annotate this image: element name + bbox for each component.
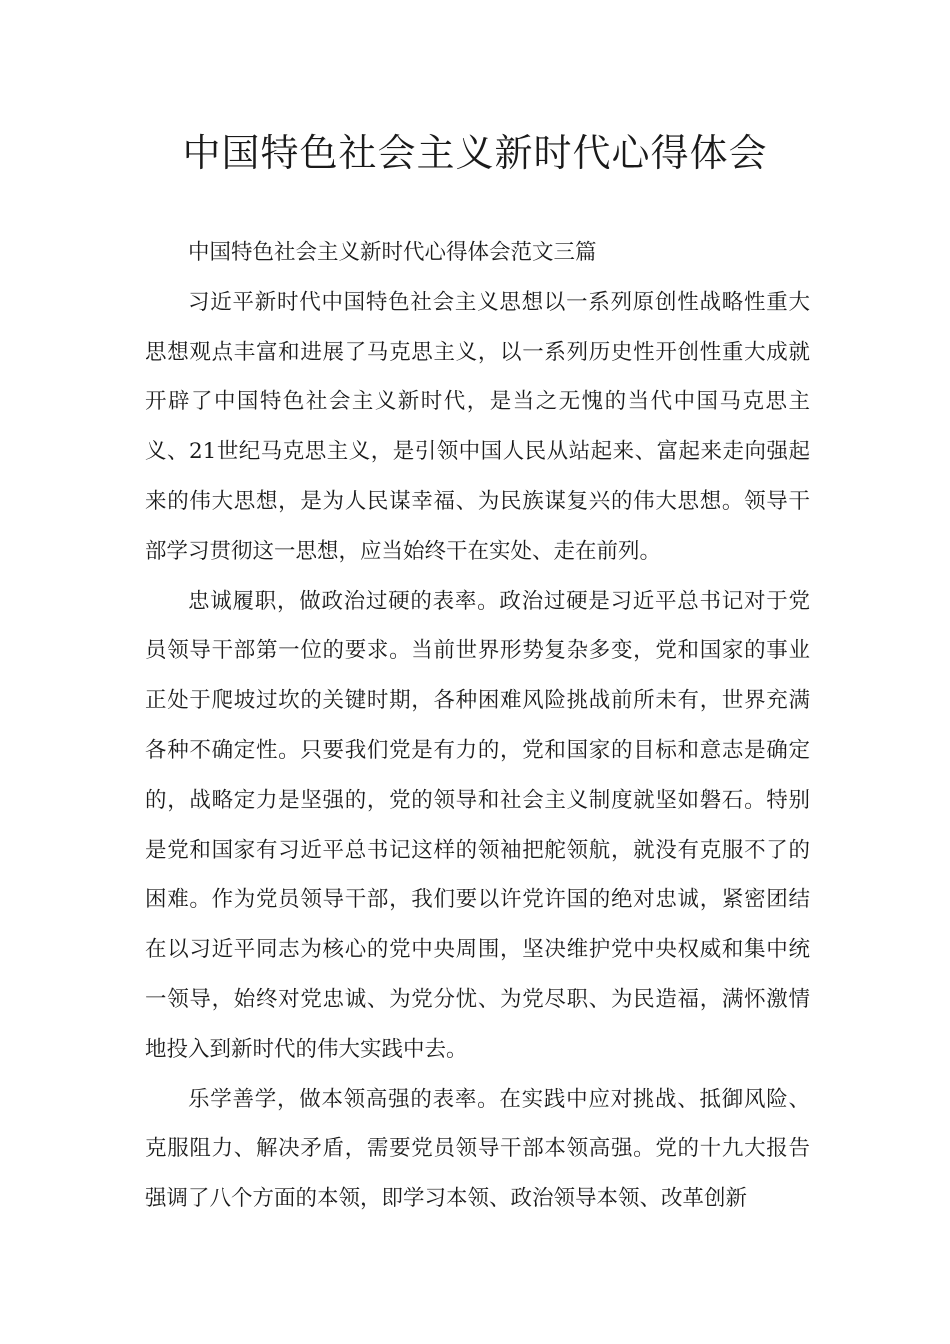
body-paragraph: 乐学善学，做本领高强的表率。在实践中应对挑战、抵御风险、克服阻力、解决矛盾，需要党员领导干部本领高强。党的十九大报告强调了八个方面的本领，即学习本领、政治领导本领、改革创新 <box>145 1086 810 1212</box>
body-paragraph: 习近平新时代中国特色社会主义思想以一系列原创性战略性重大思想观点丰富和进展了马克思主义，以一系列历史性开创性重大成就开辟了中国特色社会主义新时代，是当之无愧的当代中国马克思主义、21世纪马克思主义，是引领中国人民从站起来、富起来走向强起来的伟大思想，是为人民谋幸福、为民族谋复兴的伟大思想。领导干部学习贯彻这一思想，应当始终干在实处、走在前列。 <box>145 289 810 564</box>
document-body <box>145 228 810 1224</box>
document-title: 中国特色社会主义新时代心得体会 <box>182 131 768 175</box>
subtitle-paragraph: 中国特色社会主义新时代心得体会范文三篇 <box>188 240 597 265</box>
body-paragraph: 忠诚履职，做政治过硬的表率。政治过硬是习近平总书记对于党员领导干部第一位的要求。当前世界形势复杂多变，党和国家的事业正处于爬坡过坎的关键时期，各种困难风险挑战前所未有，世界充满各种不确定性。只要我们党是有力的，党和国家的目标和意志是确定的，战略定力是坚强的，党的领导和社会主义制度就坚如磐石。特别是党和国家有习近平总书记这样的领袖把舵领航，就没有克服不了的困难。作为党员领导干部，我们要以许党许国的绝对忠诚，紧密团结在以习近平同志为核心的党中央周围，坚决维护党中央权威和集中统一领导，始终对党忠诚、为党分忧、为党尽职、为民造福，满怀激情地投入到新时代的伟大实践中去。 <box>145 588 810 1062</box>
